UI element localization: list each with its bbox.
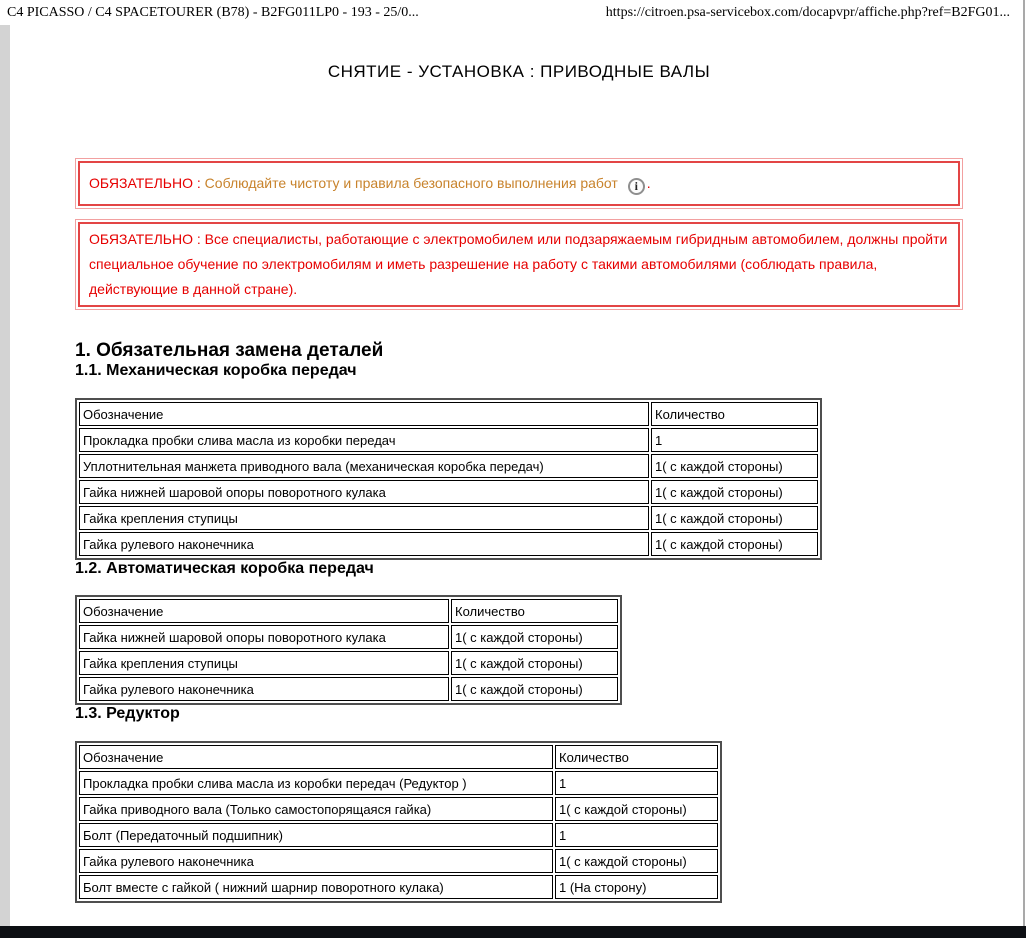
warning-box-ev-training	[75, 219, 963, 310]
table-cell: Болт вместе с гайкой ( нижний шарнир поворотного кулака)	[79, 875, 553, 899]
warning-suffix: .	[646, 175, 651, 191]
table-row	[79, 651, 618, 675]
table-cell: Уплотнительная манжета приводного вала (механическая коробка передач)	[79, 454, 649, 478]
table-header-row	[79, 745, 718, 769]
table-row	[79, 428, 818, 452]
table-row	[79, 823, 718, 847]
table-row	[79, 771, 718, 795]
parts-table-automatic-gearbox	[75, 595, 622, 705]
table-header-row	[79, 599, 618, 623]
parts-table-manual-gearbox	[75, 398, 822, 560]
table-cell: Гайка нижней шаровой опоры поворотного кулака	[79, 625, 449, 649]
info-icon[interactable]: i	[628, 178, 645, 195]
table-cell: 1	[555, 771, 718, 795]
warning-box-inner	[78, 161, 960, 206]
table-cell: 1 (На сторону)	[555, 875, 718, 899]
column-header: Обозначение	[79, 402, 649, 426]
page-left-edge	[0, 25, 10, 938]
table-cell: Гайка нижней шаровой опоры поворотного кулака	[79, 480, 649, 504]
subsection-heading-manual-gearbox: 1.1. Механическая коробка передач	[75, 362, 357, 379]
print-header-document-ref: C4 PICASSO / C4 SPACETOURER (B78) - B2FG011LP0 - 193 - 25/0...	[7, 5, 419, 20]
table-cell: Прокладка пробки слива масла из коробки передач	[79, 428, 649, 452]
warning-label: ОБЯЗАТЕЛЬНО :	[89, 175, 201, 191]
table-cell: Прокладка пробки слива масла из коробки передач (Редуктор )	[79, 771, 553, 795]
table-cell: 1( с каждой стороны)	[651, 480, 818, 504]
table-cell: Гайка рулевого наконечника	[79, 849, 553, 873]
subsection-heading-automatic-gearbox: 1.2. Автоматическая коробка передач	[75, 560, 374, 577]
table-row	[79, 506, 818, 530]
table-header-row	[79, 402, 818, 426]
table-cell: 1	[651, 428, 818, 452]
table-cell: 1( с каждой стороны)	[451, 625, 618, 649]
table-cell: Гайка приводного вала (Только самостопорящаяся гайка)	[79, 797, 553, 821]
print-header-url: https://citroen.psa-servicebox.com/docapvpr/affiche.php?ref=B2FG01...	[605, 5, 1010, 20]
table-cell: 1( с каждой стороны)	[555, 797, 718, 821]
table-row	[79, 480, 818, 504]
table-row	[79, 625, 618, 649]
table-row	[79, 849, 718, 873]
parts-table-reducer	[75, 741, 722, 903]
table-cell: Гайка рулевого наконечника	[79, 532, 649, 556]
column-header: Количество	[651, 402, 818, 426]
table-cell: Гайка крепления ступицы	[79, 651, 449, 675]
table-row	[79, 454, 818, 478]
print-header	[7, 5, 1010, 21]
warning-box-inner	[78, 222, 960, 307]
column-header: Количество	[451, 599, 618, 623]
page-right-edge	[1023, 0, 1025, 938]
table-row	[79, 677, 618, 701]
table-row	[79, 797, 718, 821]
table-cell: 1( с каждой стороны)	[651, 532, 818, 556]
table-cell: 1( с каждой стороны)	[451, 651, 618, 675]
table-cell: 1	[555, 823, 718, 847]
warning-box-cleanliness	[75, 158, 963, 209]
table-row	[79, 875, 718, 899]
table-cell: Гайка крепления ступицы	[79, 506, 649, 530]
table-cell: 1( с каждой стороны)	[555, 849, 718, 873]
table-cell: Болт (Передаточный подшипник)	[79, 823, 553, 847]
column-header: Количество	[555, 745, 718, 769]
table-row	[79, 532, 818, 556]
table-cell: Гайка рулевого наконечника	[79, 677, 449, 701]
warning-text: Все специалисты, работающие с электромобилем или подзаряжаемым гибридным автомобилем, должны пройти специальное обучение по электромобилям и иметь разрешение на работу с такими автомобилями (соблюдать правила, действующие в данной стране).	[89, 231, 948, 297]
column-header: Обозначение	[79, 745, 553, 769]
bottom-taskbar-edge	[0, 926, 1026, 938]
section-heading-mandatory-replacement: 1. Обязательная замена деталей	[75, 340, 384, 361]
table-cell: 1( с каждой стороны)	[651, 506, 818, 530]
column-header: Обозначение	[79, 599, 449, 623]
table-cell: 1( с каждой стороны)	[651, 454, 818, 478]
document-body	[10, 0, 1014, 938]
warning-label: ОБЯЗАТЕЛЬНО :	[89, 231, 201, 247]
subsection-heading-reducer: 1.3. Редуктор	[75, 705, 180, 722]
table-cell: 1( с каждой стороны)	[451, 677, 618, 701]
warning-text: Соблюдайте чистоту и правила безопасного выполнения работ	[204, 175, 618, 191]
page-title: СНЯТИЕ - УСТАНОВКА : ПРИВОДНЫЕ ВАЛЫ	[327, 62, 711, 81]
